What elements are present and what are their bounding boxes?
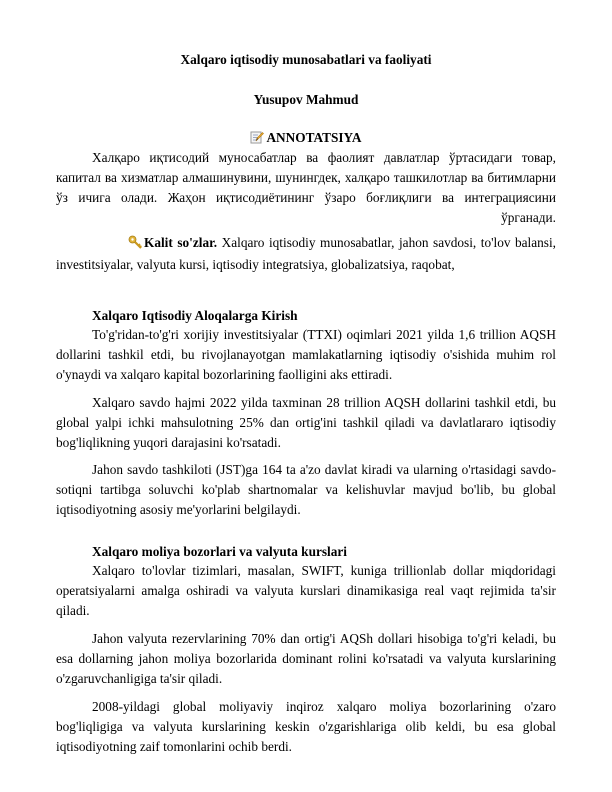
annotation-text-end: ўрганади. — [501, 210, 556, 225]
keywords-text: Xalqaro iqtisodiy munosabatlar, jahon savdosi, to'lov balansi, investitsiyalar, valyuta kursi, iqtisodiy integratsiya, globalizatsiya, raqobat, — [56, 235, 557, 272]
section2-paragraph-2: Jahon valyuta rezervlarining 70% dan ortig'i AQSh dollari hisobiga to'g'ri keladi, bu esa dollarning jahon moliya bozorlarida dominant rolini ko'rsatadi va valyuta kurslarining o'zgaruvchanligiga ta'sir qiladi. — [56, 631, 556, 686]
section1-paragraph-3: Jahon savdo tashkiloti (JST)ga 164 ta a'zo davlat kiradi va ularning o'rtasidagi savdo-sotiqni tartibga soluvchi ko'plab shartnomalar va kelishuvlar mavjud bo'lib, bu global iqtisodiyotning asosiy me'yorlarini belgilaydi. — [56, 462, 556, 517]
keywords-label: Kalit so'zlar. — [144, 235, 218, 250]
memo-pencil-icon — [250, 130, 264, 150]
document-title: Xalqaro iqtisodiy munosabatlari va faoliyati — [180, 52, 432, 67]
section2-paragraph-1: Xalqaro to'lovlar tizimlari, masalan, SWIFT, kuniga trillionlab dollar miqdoridagi operatsiyalarni amalga oshiradi va valyuta kurslari dinamikasiga real vaqt rejimida ta'sir qiladi. — [56, 563, 556, 618]
keywords-paragraph — [56, 233, 556, 275]
annotation-text: Халқаро иқтисодий муносабатлар ва фаолият давлатлар ўртасидаги товар, капитал ва хизматлар алмашинувини, шунингдек, халқаро ташкилотлар ва битимларни ўз ичига олади. Жаҳон иқтисодиётининг ўзаро боғлиқлиги ва интеграциясини — [56, 150, 556, 205]
section1-heading: Xalqaro Iqtisodiy Aloqalarga Kirish — [92, 308, 298, 323]
annotation-heading — [56, 128, 556, 150]
section2-paragraph-3: 2008-yildagi global moliyaviy inqiroz xalqaro moliya bozorlarining o'zaro bog'liqligiga va valyuta kurslarining keskin o'zgarishlariga olib keldi, bu esa global iqtisodiyotning zaif tomonlarini ochib berdi. — [56, 699, 556, 754]
section2-heading: Xalqaro moliya bozorlari va valyuta kurslari — [92, 544, 347, 559]
author-name: Yusupov Mahmud — [253, 92, 359, 107]
section1-paragraph-1: To'g'ridan-to'g'ri xorijiy investitsiyalar (TTXI) oqimlari 2021 yilda 1,6 trillion AQSH dollarini tashkil etdi, bu rivojlanayotgan mamlakatlarning iqtisodiy o'sishida muhim rol o'ynaydi va xalqaro kapital bozorlarining faolligini aks ettiradi. — [56, 327, 556, 382]
key-icon — [92, 235, 142, 255]
annotation-heading-text: ANNOTATSIYA — [266, 130, 362, 145]
section1-paragraph-2: Xalqaro savdo hajmi 2022 yilda taxminan 28 trillion AQSH dollarini tashkil etdi, bu global yalpi ichki mahsulotning 25% dan ortig'ini tashkil qiladi va davlatlararo iqtisodiy bog'liqlikning yuqori darajasini ko'rsatadi. — [56, 395, 556, 450]
